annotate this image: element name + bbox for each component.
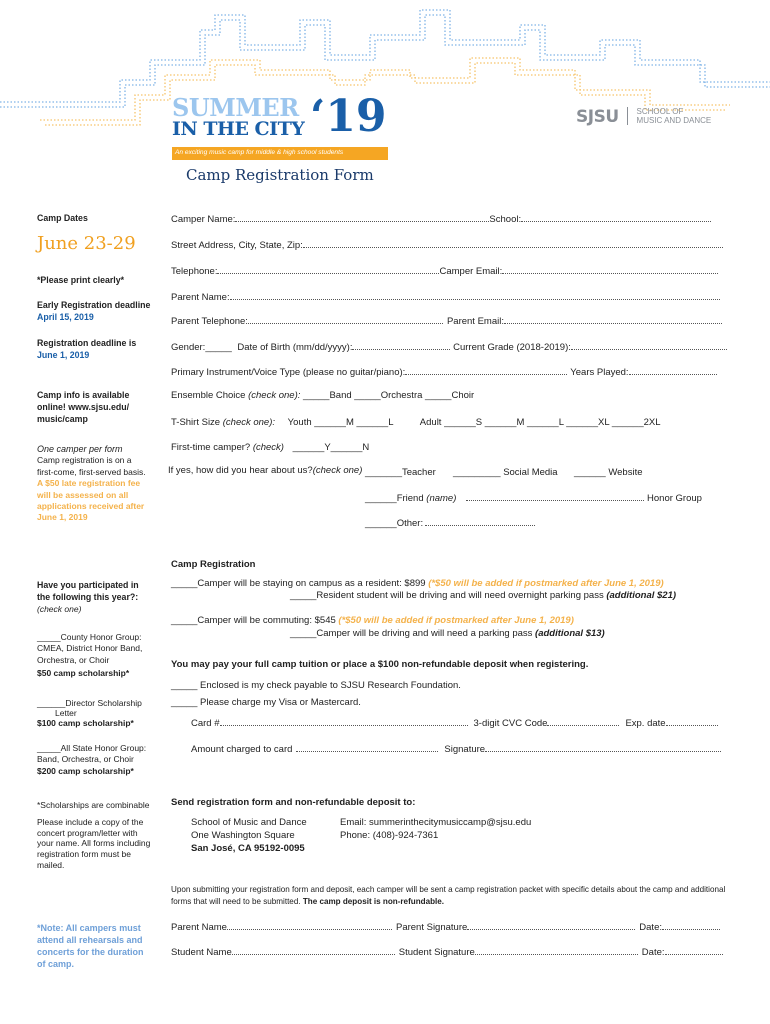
student-name-label: Student Name <box>171 947 232 958</box>
student-date-label: Date: <box>641 947 665 958</box>
director-line2: Letter <box>55 708 77 719</box>
instrument-field[interactable] <box>405 366 567 375</box>
camp-logo <box>172 93 392 145</box>
school-field[interactable] <box>521 213 711 222</box>
note-line1: *Note: All campers must <box>37 923 141 933</box>
camper-name-label: Camper Name: <box>171 214 236 225</box>
tshirt-youth[interactable]: Youth ______M ______L <box>287 417 394 428</box>
tagline-text: An exciting music camp for middle & high school students <box>175 149 344 156</box>
combinable: *Scholarships are combinable <box>37 800 150 810</box>
student-date-field[interactable] <box>665 946 723 955</box>
parent-email-field[interactable] <box>504 315 722 324</box>
ensemble-row <box>171 391 474 402</box>
submit-line2: forms that will need to be submitted. <box>171 896 301 906</box>
late-line4: June 1, 2019 <box>37 512 88 523</box>
hear-friend-name: (name) <box>426 493 457 504</box>
signature-label: Signature <box>444 744 486 755</box>
county-scholarship: $50 camp scholarship* <box>37 668 130 679</box>
submit-bold: The camp deposit is non-refundable. <box>302 896 445 906</box>
copy-line2: concert program/letter with <box>37 827 138 838</box>
address-line3: San José, CA 95192-0095 <box>191 842 305 854</box>
address-label: Street Address, City, State, Zip: <box>171 240 303 251</box>
overnight-fee: (additional $21) <box>606 590 677 601</box>
card-number-label: Card # <box>191 718 220 729</box>
participated-line1: Have you participated in <box>37 580 139 590</box>
exp-label: Exp. date <box>625 718 666 729</box>
parent-phone-field[interactable] <box>248 315 443 324</box>
address-line2: One Washington Square <box>191 829 295 841</box>
camper-name-row <box>171 213 711 226</box>
contact-email: Email: summerinthecitymusiccamp@sjsu.edu <box>340 817 532 828</box>
reg-deadline-label: Registration deadline is <box>37 338 137 348</box>
parent-phone-row <box>171 315 722 328</box>
hear-social[interactable]: _________ Social Media <box>453 467 558 478</box>
submit-note <box>171 884 725 907</box>
parent-name-row <box>171 291 720 304</box>
info-line1: Camp info is available <box>37 390 130 400</box>
commuting-row <box>171 616 574 627</box>
allstate-line1[interactable]: _____All State Honor Group: <box>37 743 147 753</box>
grade-field[interactable] <box>571 341 727 350</box>
camp-dates-label: Camp Dates <box>37 213 88 223</box>
commuting-option[interactable]: _____Camper will be commuting: $545 <box>171 615 336 626</box>
friend-name-field[interactable] <box>466 492 644 501</box>
student-sign-row <box>171 946 723 959</box>
parent-date-label: Date: <box>639 922 662 933</box>
allstate-scholarship: $200 camp scholarship* <box>37 765 134 776</box>
staying-row <box>171 579 664 590</box>
gender-row <box>171 341 727 354</box>
staying-option[interactable]: _____Camper will be staying on campus as a resident: $899 <box>171 578 426 589</box>
camper-email-label: Camper Email: <box>439 266 503 277</box>
late-line3: applications received after <box>37 501 145 512</box>
ensemble-label: Ensemble Choice <box>171 390 246 401</box>
tshirt-label: T-Shirt Size <box>171 417 221 428</box>
gender-field[interactable]: Gender:_____ <box>171 342 232 353</box>
telephone-row <box>171 265 718 278</box>
one-camper: One camper per form <box>37 444 123 454</box>
hear-other[interactable]: ______Other: <box>365 518 424 529</box>
tagline-banner <box>172 147 388 160</box>
contact-phone: Phone: (408)-924-7361 <box>340 829 439 841</box>
parent-email-label: Parent Email: <box>446 316 504 327</box>
copy-line3: your name. All forms including <box>37 838 151 849</box>
telephone-field[interactable] <box>217 265 439 274</box>
overnight-option[interactable]: _____Resident student will be driving and will need overnight parking pass <box>290 590 604 601</box>
card-row <box>191 717 718 730</box>
exp-field[interactable] <box>666 717 718 726</box>
parent-signature-field[interactable] <box>467 921 635 930</box>
amount-row <box>191 743 721 756</box>
other-field[interactable] <box>425 517 535 526</box>
charge-card[interactable]: _____ Please charge my Visa or Mastercard. <box>171 697 361 708</box>
commuting-parking-fee: (additional $13) <box>535 628 605 639</box>
note-line3: concerts for the duration <box>37 947 144 958</box>
address-row <box>171 239 723 252</box>
commuting-parking-row <box>290 629 605 640</box>
tshirt-row <box>171 418 661 429</box>
hear-row <box>168 466 362 477</box>
camp-registration-heading: Camp Registration <box>171 559 256 570</box>
early-deadline-date: April 15, 2019 <box>37 311 94 322</box>
pay-note: You may pay your full camp tuition or place a $100 non-refundable deposit when registering. <box>171 659 589 670</box>
first-time-check: (check) <box>252 442 284 453</box>
copy-line4: registration form must be <box>37 848 132 859</box>
overnight-row <box>290 591 676 602</box>
hear-friend[interactable]: ______Friend <box>365 493 424 504</box>
years-label: Years Played: <box>570 367 629 378</box>
parent-name-sign-label: Parent Name <box>171 922 227 933</box>
school-line1: SCHOOL OF <box>636 107 684 116</box>
hear-website[interactable]: ______ Website <box>574 467 643 478</box>
parent-phone-label: Parent Telephone: <box>171 316 248 327</box>
ensemble-check: (check one): <box>248 390 301 401</box>
hear-honor-group[interactable]: Honor Group <box>647 493 702 504</box>
first-time-options[interactable]: ______Y______N <box>292 442 370 453</box>
participated-line2: the following this year?: <box>37 591 139 602</box>
hear-friend-row <box>365 492 702 505</box>
late-line2: will be assessed on all <box>37 489 129 500</box>
camp-dates: June 23-29 <box>37 232 136 254</box>
cvc-field[interactable] <box>547 717 619 726</box>
fcfs-line1: Camp registration is on a <box>37 455 132 466</box>
logo-summer: SUMMER <box>172 93 299 122</box>
director-line1[interactable]: ______Director Scholarship <box>37 698 142 708</box>
amount-field[interactable] <box>296 743 438 752</box>
tshirt-adult[interactable]: Adult ______S ______M ______L ______XL ______2XL <box>419 417 661 428</box>
grade-label: Current Grade (2018-2019): <box>453 342 571 353</box>
ensemble-options[interactable]: _____Band _____Orchestra _____Choir <box>303 390 475 401</box>
dob-label: Date of Birth (mm/dd/yyyy): <box>237 342 353 353</box>
hear-other-row <box>365 517 535 530</box>
sjsu-wordmark: SJSU <box>576 107 619 127</box>
check-enclosed[interactable]: _____ Enclosed is my check payable to SJSU Research Foundation. <box>171 680 461 691</box>
note-line4: of camp. <box>37 959 75 970</box>
sjsu-divider <box>627 107 628 125</box>
logo-year: ‘19 <box>310 91 387 142</box>
card-number-field[interactable] <box>220 717 468 726</box>
hear-check: (check one) <box>312 465 363 476</box>
parent-date-field[interactable] <box>662 921 720 930</box>
form-title: Camp Registration Form <box>186 166 374 184</box>
participated-check: (check one) <box>37 603 82 614</box>
signature-field[interactable] <box>485 743 721 752</box>
student-signature-field[interactable] <box>475 946 638 955</box>
reg-deadline-date: June 1, 2019 <box>37 349 90 360</box>
mailing-address <box>191 817 307 855</box>
parent-name-label: Parent Name: <box>171 292 230 303</box>
allstate-line2: Band, Orchestra, or Choir <box>37 754 134 765</box>
copy-line5: mailed. <box>37 859 65 870</box>
instrument-row <box>171 366 717 379</box>
telephone-label: Telephone: <box>171 266 218 277</box>
print-clearly: *Please print clearly* <box>37 275 125 285</box>
logo-in-the-city: IN THE CITY <box>172 118 305 140</box>
late-line1: A $50 late registration fee <box>37 478 141 489</box>
director-scholarship: $100 camp scholarship* <box>37 717 134 728</box>
school-label: School: <box>489 214 522 225</box>
amount-label: Amount charged to card <box>191 744 293 755</box>
address-line1: School of Music and Dance <box>191 817 307 828</box>
county-line1[interactable]: _____County Honor Group: <box>37 632 142 642</box>
commuting-parking-option[interactable]: _____Camper will be driving and will need a parking pass <box>290 628 533 639</box>
tshirt-check: (check one): <box>222 417 276 428</box>
dob-field[interactable] <box>352 341 450 350</box>
parent-name-sign-field[interactable] <box>227 921 392 930</box>
school-line2: MUSIC AND DANCE <box>636 116 712 126</box>
hear-teacher[interactable]: _______Teacher <box>365 467 436 478</box>
address-field[interactable] <box>303 239 723 248</box>
contact-info <box>340 817 531 843</box>
cvc-label: 3-digit CVC Code <box>473 718 548 729</box>
first-time-label: First-time camper? <box>171 442 251 453</box>
instrument-label: Primary Instrument/Voice Type (please no guitar/piano): <box>171 367 406 378</box>
first-time-row <box>171 443 369 454</box>
camper-name-field[interactable] <box>235 213 489 222</box>
fcfs-line2: first-come, first-served basis. <box>37 466 146 477</box>
camper-email-field[interactable] <box>502 265 718 274</box>
hear-label: If yes, how did you hear about us? <box>168 465 313 476</box>
copy-line1: Please include a copy of the <box>37 817 144 827</box>
info-line3: music/camp <box>37 413 88 424</box>
staying-late-fee: (*$50 will be added if postmarked after June 1, 2019) <box>428 578 664 589</box>
student-signature-label: Student Signature <box>398 947 475 958</box>
parent-signature-label: Parent Signature <box>395 922 468 933</box>
parent-sign-row <box>171 921 720 934</box>
sjsu-logo <box>576 107 711 127</box>
county-line3: Orchestra, or Choir <box>37 654 110 665</box>
years-field[interactable] <box>629 366 717 375</box>
early-deadline-label: Early Registration deadline <box>37 300 151 310</box>
info-line2: online! www.sjsu.edu/ <box>37 401 130 412</box>
county-line2: CMEA, District Honor Band, <box>37 643 143 654</box>
note-line2: attend all rehearsals and <box>37 935 143 946</box>
parent-name-field[interactable] <box>230 291 720 300</box>
commuting-late-fee: (*$50 will be added if postmarked after June 1, 2019) <box>338 615 574 626</box>
send-heading: Send registration form and non-refundable deposit to: <box>171 797 416 808</box>
student-name-field[interactable] <box>232 946 395 955</box>
submit-line1: Upon submitting your registration form and deposit, each camper will be sent a camp registration packet with specific details about the camp and additional <box>171 885 726 894</box>
